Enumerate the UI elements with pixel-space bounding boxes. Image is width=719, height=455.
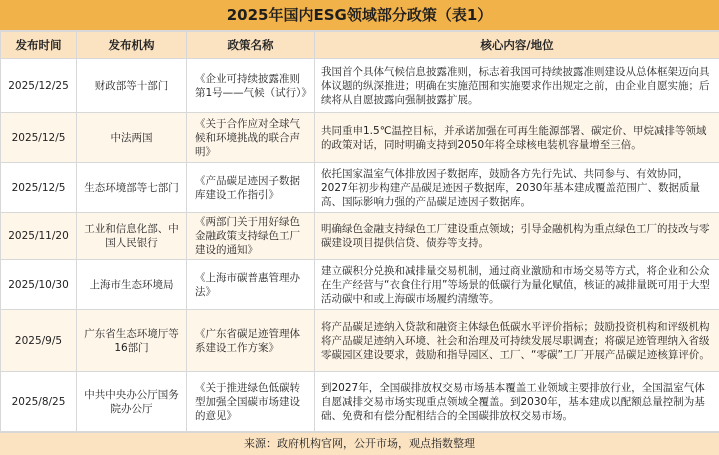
cell-content: 共同重申1.5℃温控目标，并承诺加强在可再生能源部署、碳定价、甲烷减排等领域的政策对话，同时明确支持到2050年将全球核电装机容量增至三倍。 xyxy=(315,113,719,163)
table-row xyxy=(1,213,719,260)
cell-content: 明确绿色金融支持绿色工厂建设重点领域；引导金融机构为重点绿色工厂的技改与零碳建设项目提供信贷、债券等支持。 xyxy=(315,213,719,260)
cell-date: 2025/9/5 xyxy=(1,310,77,372)
cell-content: 依托国家温室气体排放因子数据库，鼓励各方先行先试、共同参与、有效协同，2027年初步构建产品碳足迹因子数据库，2030年基本建成覆盖范围广、数据质量高、国际影响力强的产品碳足迹因子数据库。 xyxy=(315,163,719,213)
cell-org: 上海市生态环境局 xyxy=(77,260,187,310)
cell-date: 2025/12/25 xyxy=(1,59,77,113)
cell-date: 2025/10/30 xyxy=(1,260,77,310)
cell-date: 2025/11/20 xyxy=(1,213,77,260)
cell-policy-name: 《两部门关于用好绿色金融政策支持绿色工厂建设的通知》 xyxy=(187,213,315,260)
cell-content: 将产品碳足迹纳入贷款和融资主体绿色低碳水平评价指标；鼓励投资机构和评级机构将产品碳足迹纳入环境、社会和治理及可持续发展尽职调查；将碳足迹管理纳入省级零碳园区建设要求，鼓励和指导园区、工厂、“零碳”工厂开展产品碳足迹核算评价。 xyxy=(315,310,719,372)
cell-date: 2025/12/5 xyxy=(1,163,77,213)
cell-org: 中共中央办公厅国务院办公厅 xyxy=(77,372,187,432)
cell-org: 工业和信息化部、中国人民银行 xyxy=(77,213,187,260)
cell-policy-name: 《关于合作应对全球气候和环境挑战的联合声明》 xyxy=(187,113,315,163)
header-content: 核心内容/地位 xyxy=(315,32,719,59)
table-row xyxy=(1,372,719,432)
cell-content: 建立碳积分兑换和减排量交易机制，通过商业激励和市场交易等方式，将企业和公众在生产经营与“衣食住行用”等场景的低碳行为量化赋值，核证的减排量既可用于大型活动碳中和或上海碳市场履约清缴等。 xyxy=(315,260,719,310)
header-row xyxy=(1,32,719,59)
header-name: 政策名称 xyxy=(187,32,315,59)
cell-policy-name: 《上海市碳普惠管理办法》 xyxy=(187,260,315,310)
cell-content: 我国首个具体气候信息披露准则，标志着我国可持续披露准则建设从总体框架迈向具体议题的纵深推进；明确在实施范围和实施要求作出规定之前，由企业自愿实施；后续将从自愿披露向强制披露扩展。 xyxy=(315,59,719,113)
cell-date: 2025/8/25 xyxy=(1,372,77,432)
cell-content: 到2027年，全国碳排放权交易市场基本覆盖工业领域主要排放行业，全国温室气体自愿减排交易市场实现重点领域全覆盖。到2030年，基本建成以配额总量控制为基础、免费和有偿分配相结合的全国碳排放权交易市场。 xyxy=(315,372,719,432)
policy-table xyxy=(0,31,719,432)
table-row xyxy=(1,163,719,213)
cell-policy-name: 《产品碳足迹因子数据库建设工作指引》 xyxy=(187,163,315,213)
table-row xyxy=(1,310,719,372)
table-title: 2025年国内ESG领域部分政策（表1） xyxy=(0,0,719,31)
table-row xyxy=(1,113,719,163)
cell-org: 财政部等十部门 xyxy=(77,59,187,113)
table-row xyxy=(1,59,719,113)
header-date: 发布时间 xyxy=(1,32,77,59)
cell-date: 2025/12/5 xyxy=(1,113,77,163)
cell-policy-name: 《关于推进绿色低碳转型加强全国碳市场建设的意见》 xyxy=(187,372,315,432)
cell-policy-name: 《广东省碳足迹管理体系建设工作方案》 xyxy=(187,310,315,372)
header-org: 发布机构 xyxy=(77,32,187,59)
source-note: 来源：政府机构官网，公开市场，观点指数整理 xyxy=(0,432,719,455)
cell-org: 生态环境部等七部门 xyxy=(77,163,187,213)
table-row xyxy=(1,260,719,310)
cell-org: 中法两国 xyxy=(77,113,187,163)
cell-policy-name: 《企业可持续披露准则第1号——气候（试行）》 xyxy=(187,59,315,113)
cell-org: 广东省生态环境厅等16部门 xyxy=(77,310,187,372)
